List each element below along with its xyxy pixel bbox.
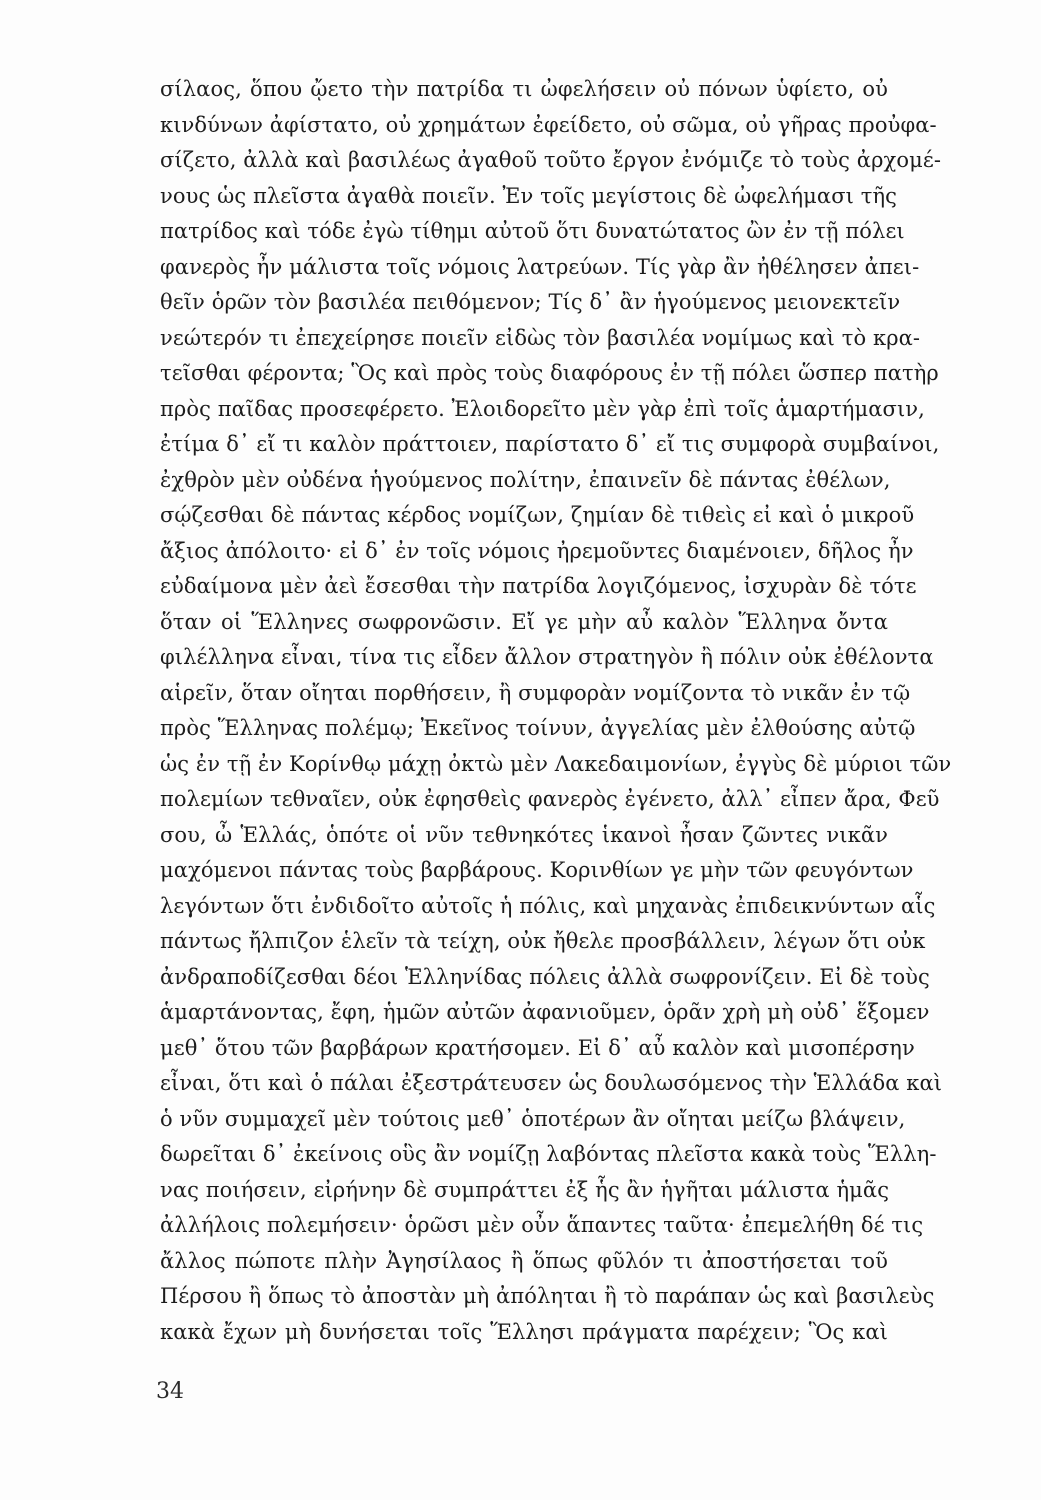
text-line: σίλαος, ὅπου ᾤετο τὴν πατρίδα τι ὠφελήσειν οὐ πόνων ὑφίετο, οὐ	[160, 77, 888, 101]
text-line: ἀνδραποδίζεσθαι δέοι Ἑλληνίδας πόλεις ἀλλὰ σωφρονίζειν. Εἰ δὲ τοὺς	[160, 964, 930, 989]
text-line: ἄλλος πώποτε πλὴν Ἀγησίλαος ἢ ὅπως φῦλόν τι ἀποστήσεται τοῦ	[160, 1248, 888, 1273]
text-line: λεγόντων ὅτι ἐνδιδοῖτο αὐτοῖς ἡ πόλις, καὶ μηχανὰς ἐπιδεικνύντων αἷς	[160, 893, 936, 918]
text-line: φανερὸς ἦν μάλιστα τοῖς νόμοις λατρεύων. Τίς γὰρ ἂν ἠθέλησεν ἀπει-	[160, 254, 920, 279]
text-line: σῴζεσθαι δὲ πάντας κέρδος νομίζων, ζημίαν δὲ τιθεὶς εἰ καὶ ὁ μικροῦ	[160, 503, 915, 527]
text-line: ἐτίμα δ᾽ εἴ τι καλὸν πράττοιεν, παρίστατο δ᾽ εἴ τις συμφορὰ συμβαίνοι,	[160, 432, 940, 456]
text-line: ἁμαρτάνοντας, ἔφη, ἡμῶν αὐτῶν ἀφανιοῦμεν, ὁρᾶν χρὴ μὴ οὐδ᾽ ἕξομεν	[160, 1000, 930, 1024]
text-line: δωρεῖται δ᾽ ἐκείνοις οὓς ἂν νομίζῃ λαβόντας πλεῖστα κακὰ τοὺς Ἕλλη-	[160, 1142, 937, 1166]
text-line: ὡς ἐν τῇ ἐν Κορίνθῳ μάχῃ ὀκτὼ μὲν Λακεδαιμονίων, ἐγγὺς δὲ μύριοι τῶν	[160, 751, 952, 776]
page-number: 34	[156, 1379, 184, 1404]
text-line: νους ὡς πλεῖστα ἀγαθὰ ποιεῖν. Ἐν τοῖς μεγίστοις δὲ ὠφελήμασι τῆς	[160, 183, 898, 208]
text-line: πατρίδος καὶ τόδε ἐγὼ τίθημι αὐτοῦ ὅτι δυνατώτατος ὢν ἐν τῇ πόλει	[160, 219, 905, 243]
text-line: σου, ὦ Ἑλλάς, ὁπότε οἱ νῦν τεθνηκότες ἱκανοὶ ἦσαν ζῶντες νικᾶν	[160, 822, 888, 847]
text-line: μαχόμενοι πάντας τοὺς βαρβάρους. Κορινθίων γε μὴν τῶν φευγόντων	[160, 858, 914, 882]
text-line: πάντως ἤλπιζον ἑλεῖν τὰ τείχη, οὐκ ἤθελε προσβάλλειν, λέγων ὅτι οὐκ	[160, 929, 926, 953]
text-line: νεώτερόν τι ἐπεχείρησε ποιεῖν εἰδὼς τὸν βασιλέα νομίμως καὶ τὸ κρα-	[160, 325, 921, 350]
text-line: Πέρσου ἢ ὅπως τὸ ἀποστὰν μὴ ἀπόληται ἢ τὸ παράπαν ὡς καὶ βασιλεὺς	[160, 1284, 935, 1308]
text-line: ἄξιος ἀπόλοιτο· εἰ δ᾽ ἐν τοῖς νόμοις ἠρεμοῦντες διαμένοιεν, δῆλος ἦν	[160, 538, 914, 563]
text-line: εἶναι, ὅτι καὶ ὁ πάλαι ἐξεστράτευσεν ὡς δουλωσόμενος τὴν Ἑλλάδα καὶ	[160, 1071, 943, 1095]
text-line: σίζετο, ἀλλὰ καὶ βασιλέως ἀγαθοῦ τοῦτο ἔργον ἐνόμιζε τὸ τοὺς ἀρχομέ-	[160, 148, 942, 172]
text-line: ἐχθρὸν μὲν οὐδένα ἡγούμενος πολίτην, ἐπαινεῖν δὲ πάντας ἐθέλων,	[160, 467, 891, 492]
text-line: πρὸς παῖδας προσεφέρετο. Ἐλοιδορεῖτο μὲν γὰρ ἐπὶ τοῖς ἁμαρτήμασιν,	[160, 396, 925, 421]
text-line: θεῖν ὁρῶν τὸν βασιλέα πειθόμενον; Τίς δ᾽ ἂν ἡγούμενος μειονεκτεῖν	[160, 290, 901, 314]
text-line: κινδύνων ἀφίστατο, οὐ χρημάτων ἐφείδετο, οὐ σῶμα, οὐ γῆρας προὐφα-	[160, 112, 937, 137]
text-line: ὅταν οἱ Ἕλληνες σωφρονῶσιν. Εἴ γε μὴν αὖ καλὸν Ἕλληνα ὄντα	[160, 609, 888, 634]
text-line: φιλέλληνα εἶναι, τίνα τις εἶδεν ἄλλον στρατηγὸν ἢ πόλιν οὐκ ἐθέλοντα	[160, 645, 934, 669]
text-line: ἀλλήλοις πολεμήσειν· ὁρῶσι μὲν οὖν ἅπαντες ταῦτα· ἐπεμελήθη δέ τις	[160, 1213, 924, 1237]
text-line: νας ποιήσειν, εἰρήνην δὲ συμπράττει ἐξ ἧς ἂν ἡγῆται μάλιστα ἡμᾶς	[160, 1177, 890, 1202]
body-text	[160, 72, 952, 1350]
text-line: κακὰ ἔχων μὴ δυνήσεται τοῖς Ἕλλησι πράγματα παρέχειν; Ὃς καὶ	[160, 1319, 888, 1344]
text-line: τεῖσθαι φέροντα; Ὃς καὶ πρὸς τοὺς διαφόρους ἐν τῇ πόλει ὥσπερ πατὴρ	[160, 361, 939, 385]
text-line: πρὸς Ἕλληνας πολέμῳ; Ἐκεῖνος τοίνυν, ἀγγελίας μὲν ἐλθούσης αὐτῷ	[160, 716, 916, 740]
text-line: εὐδαίμονα μὲν ἀεὶ ἔσεσθαι τὴν πατρίδα λογιζόμενος, ἰσχυρὰν δὲ τότε	[160, 574, 917, 598]
text-line: πολεμίων τεθναῖεν, οὐκ ἐφησθεὶς φανερὸς ἐγένετο, ἀλλ᾽ εἶπεν ἄρα, Φεῦ	[160, 787, 940, 811]
text-line: αἱρεῖν, ὅταν οἴηται πορθήσειν, ἢ συμφορὰν νομίζοντα τὸ νικᾶν ἐν τῷ	[160, 680, 911, 705]
text-line: ὁ νῦν συμμαχεῖ μὲν τούτοις μεθ᾽ ὁποτέρων ἂν οἴηται μείζω βλάψειν,	[160, 1106, 906, 1131]
text-line: μεθ᾽ ὅτου τῶν βαρβάρων κρατήσομεν. Εἰ δ᾽ αὖ καλὸν καὶ μισοπέρσην	[160, 1035, 915, 1060]
